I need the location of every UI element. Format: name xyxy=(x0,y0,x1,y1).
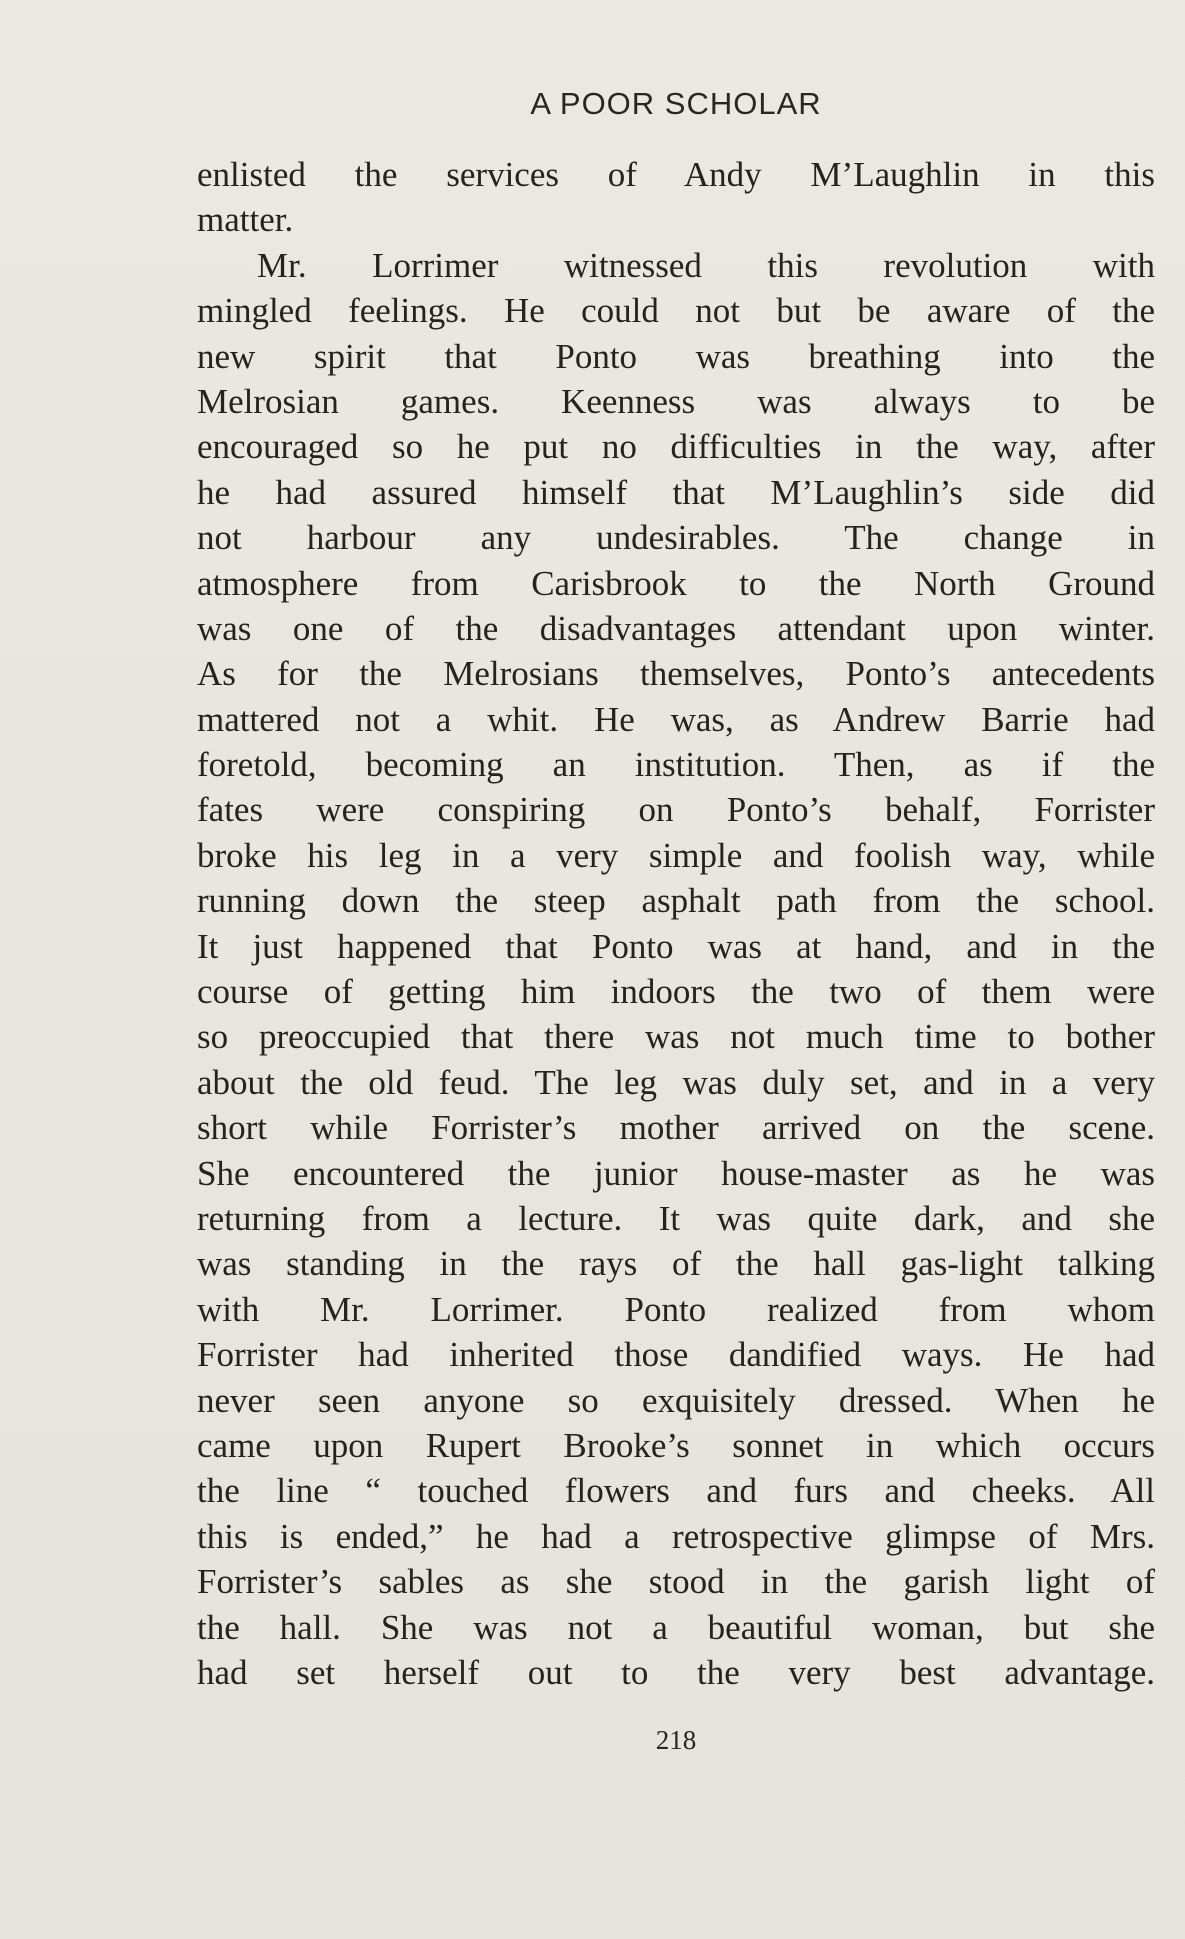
body-text xyxy=(197,152,1155,1695)
text-line: short while Forrister’s mother arrived on the scene. xyxy=(197,1108,1155,1148)
text-line: broke his leg in a very simple and foolish way, while xyxy=(197,835,1155,875)
text-line: matter. xyxy=(197,200,294,240)
text-line: As for the Melrosians themselves, Ponto’s antecedents xyxy=(197,654,1155,694)
text-line: enlisted the services of Andy M’Laughlin in this xyxy=(197,155,1155,194)
text-line: with Mr. Lorrimer. Ponto realized from whom xyxy=(197,1289,1155,1329)
text-line: Forrister’s sables as she stood in the garish light of xyxy=(197,1562,1155,1602)
text-line: She encountered the junior house-master as he was xyxy=(197,1153,1155,1193)
text-line: had set herself out to the very best advantage. xyxy=(197,1652,1155,1692)
text-line: he had assured himself that M’Laughlin’s side did xyxy=(197,472,1155,512)
text-line: course of getting him indoors the two of them were xyxy=(197,972,1155,1012)
text-line: was standing in the rays of the hall gas-light talking xyxy=(197,1244,1155,1284)
text-line: Melrosian games. Keenness was always to be xyxy=(197,381,1155,421)
text-line: returning from a lecture. It was quite dark, and she xyxy=(197,1198,1155,1238)
text-line: about the old feud. The leg was duly set, and in a very xyxy=(197,1062,1155,1102)
text-line: never seen anyone so exquisitely dressed. When he xyxy=(197,1380,1155,1420)
text-line: encouraged so he put no difficulties in the way, after xyxy=(197,427,1155,467)
text-line: running down the steep asphalt path from the school. xyxy=(197,881,1155,921)
text-line: atmosphere from Carisbrook to the North Ground xyxy=(197,563,1155,603)
text-line: It just happened that Ponto was at hand, and in the xyxy=(197,926,1155,966)
text-line: mattered not a whit. He was, as Andrew Barrie had xyxy=(197,699,1155,739)
text-line: was one of the disadvantages attendant upon winter. xyxy=(197,608,1155,648)
text-line: not harbour any undesirables. The change in xyxy=(197,518,1155,558)
text-line: so preoccupied that there was not much time to bother xyxy=(197,1017,1155,1057)
text-line: fates were conspiring on Ponto’s behalf, Forrister xyxy=(197,790,1155,830)
text-line: the hall. She was not a beautiful woman, but she xyxy=(197,1607,1155,1647)
text-line: this is ended,” he had a retrospective glimpse of Mrs. xyxy=(197,1516,1155,1556)
text-line: new spirit that Ponto was breathing into the xyxy=(197,336,1155,376)
running-head: A POOR SCHOLAR xyxy=(530,86,822,121)
text-line: the line “ touched flowers and furs and cheeks. All xyxy=(197,1471,1155,1511)
text-line: mingled feelings. He could not but be aware of the xyxy=(197,291,1155,331)
text-line: Forrister had inherited those dandified ways. He had xyxy=(197,1335,1155,1375)
text-line: came upon Rupert Brooke’s sonnet in which occurs xyxy=(197,1425,1155,1465)
text-line: foretold, becoming an institution. Then, as if the xyxy=(197,745,1155,785)
text-line: Mr. Lorrimer witnessed this revolution with xyxy=(257,245,1155,285)
page-number: 218 xyxy=(655,1725,697,1755)
